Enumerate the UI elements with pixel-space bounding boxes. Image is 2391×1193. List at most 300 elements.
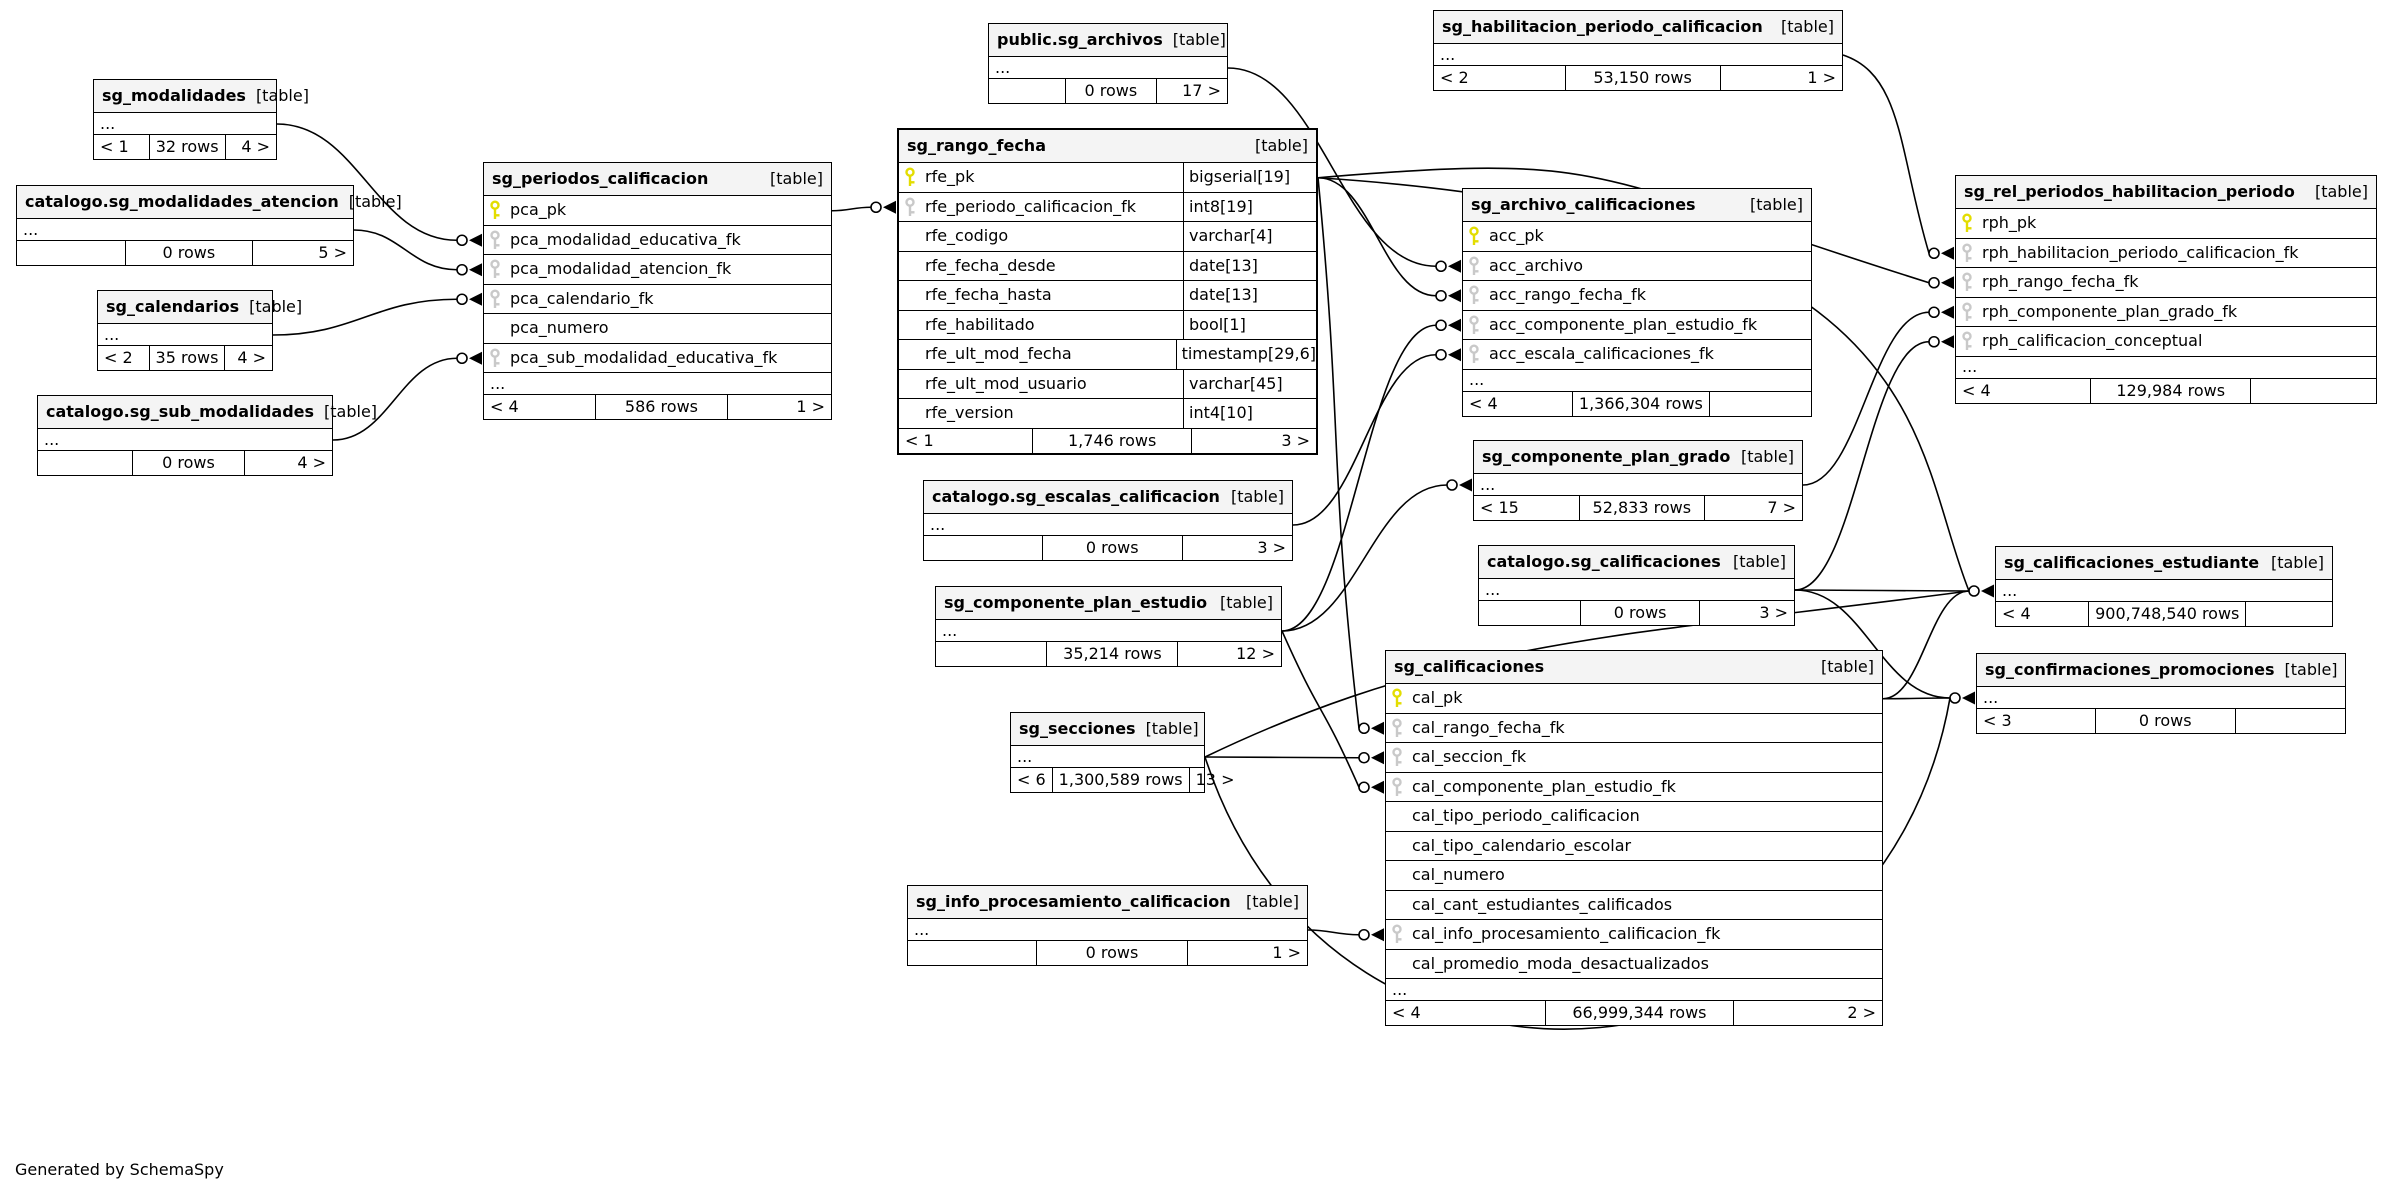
column-name: cal_numero	[1412, 865, 1505, 885]
column-name: cal_seccion_fk	[1412, 747, 1527, 767]
column-main	[484, 196, 831, 225]
row-count: 0 rows	[1042, 536, 1182, 560]
table-node-sg_componente_plan_grado[interactable]	[1473, 440, 1803, 521]
table-name[interactable]: sg_archivo_calificaciones	[1471, 195, 1696, 214]
row-count: 0 rows	[1580, 601, 1700, 625]
fk-endpoint-glyph	[457, 352, 482, 365]
table-footer	[1474, 496, 1802, 520]
table-footer	[989, 79, 1227, 103]
column-row-rph_habilitacion_periodo_calificacion_fk	[1956, 239, 2376, 269]
icon-spacer	[903, 256, 918, 276]
fk-endpoint-glyph	[457, 234, 482, 247]
column-main	[1386, 832, 1882, 861]
fk-endpoint-glyph	[1359, 722, 1384, 735]
table-name[interactable]: sg_calendarios	[106, 297, 240, 316]
parent-count: < 2	[104, 348, 133, 367]
foreign-key-icon	[1960, 302, 1975, 322]
child-count: 4 >	[224, 346, 272, 370]
table-footer	[484, 395, 831, 419]
table-node-catalogo.sg_modalidades_atencion[interactable]	[16, 185, 402, 266]
table-node-sg_habilitacion_periodo_calificacion[interactable]	[1433, 10, 1843, 91]
foreign-key-icon	[488, 230, 503, 250]
more-columns-marker: ...	[1996, 580, 2332, 602]
column-name: pca_numero	[510, 318, 609, 338]
table-name[interactable]: sg_rango_fecha	[907, 136, 1046, 155]
table-header	[98, 291, 303, 324]
table-node-sg_calificaciones_estudiante[interactable]	[1995, 546, 2333, 627]
table-header	[1956, 176, 2376, 209]
parent-count	[924, 536, 1042, 560]
column-row-pca_numero	[484, 314, 831, 344]
table-footer	[1011, 768, 1235, 792]
child-count	[2245, 602, 2332, 626]
table-header	[1996, 547, 2332, 580]
row-count: 32 rows	[149, 135, 225, 159]
fk-endpoint-glyph	[1929, 335, 1954, 348]
table-node-sg_info_procesamiento_calificacion[interactable]	[907, 885, 1308, 966]
column-name: acc_componente_plan_estudio_fk	[1489, 314, 1758, 334]
column-name: rfe_ult_mod_usuario	[925, 373, 1087, 393]
table-name[interactable]: catalogo.sg_sub_modalidades	[46, 402, 315, 421]
more-columns-marker: ...	[1463, 370, 1811, 392]
column-name: pca_pk	[510, 200, 567, 220]
fk-endpoint-glyph	[1436, 348, 1461, 361]
table-tag: [table]	[324, 402, 378, 421]
more-columns-marker: ...	[924, 514, 1292, 536]
table-tag: [table]	[1740, 447, 1794, 466]
column-type: timestamp[29,6]	[1176, 340, 1316, 369]
more-columns-marker: ...	[1434, 44, 1842, 66]
parent-count: < 4	[490, 397, 519, 416]
foreign-key-icon	[1960, 243, 1975, 263]
column-row-cal_tipo_periodo_calificacion	[1386, 802, 1882, 832]
fk-endpoint-glyph	[1929, 306, 1954, 319]
column-row-rfe_pk	[899, 163, 1316, 193]
table-name[interactable]: sg_secciones	[1019, 719, 1136, 738]
column-row-cal_cant_estudiantes_calificados	[1386, 891, 1882, 921]
fk-endpoint-glyph	[871, 201, 896, 214]
more-columns-marker: ...	[1977, 687, 2345, 709]
table-node-catalogo.sg_sub_modalidades[interactable]	[37, 395, 378, 476]
row-count: 1,300,589 rows	[1052, 768, 1189, 792]
table-node-catalogo.sg_escalas_calificacion[interactable]	[923, 480, 1293, 561]
table-header	[38, 396, 378, 429]
table-header	[94, 80, 309, 113]
column-type: bigserial[19]	[1183, 163, 1316, 192]
column-main	[1386, 802, 1882, 831]
column-main	[1386, 773, 1882, 802]
column-main	[1956, 239, 2376, 268]
column-row-cal_info_procesamiento_calificacion_fk	[1386, 920, 1882, 950]
table-node-sg_calificaciones[interactable]	[1385, 650, 1883, 1026]
table-header	[17, 186, 402, 219]
column-name: cal_tipo_calendario_escolar	[1412, 835, 1632, 855]
table-name[interactable]: sg_periodos_calificacion	[492, 169, 709, 188]
table-name[interactable]: sg_componente_plan_grado	[1482, 447, 1731, 466]
table-name[interactable]: sg_info_procesamiento_calificacion	[916, 892, 1231, 911]
table-tag: [table]	[1245, 892, 1299, 911]
column-main	[899, 163, 1183, 192]
parent-count: < 4	[2002, 604, 2031, 623]
column-type: date[13]	[1183, 252, 1316, 281]
column-main	[484, 285, 831, 314]
row-count: 0 rows	[125, 241, 253, 265]
row-count: 53,150 rows	[1565, 66, 1720, 90]
table-node-catalogo.sg_calificaciones[interactable]	[1478, 545, 1795, 626]
foreign-key-icon	[903, 197, 918, 217]
table-header	[924, 481, 1292, 514]
row-count: 66,999,344 rows	[1545, 1001, 1733, 1025]
table-footer	[94, 135, 276, 159]
column-row-cal_tipo_calendario_escolar	[1386, 832, 1882, 862]
table-header	[989, 24, 1227, 57]
column-name: pca_modalidad_atencion_fk	[510, 259, 732, 279]
table-footer	[38, 451, 332, 475]
fk-endpoint-glyph	[1436, 319, 1461, 332]
table-header	[1011, 713, 1204, 746]
parent-count: < 6	[1017, 770, 1046, 789]
column-main	[1463, 311, 1811, 340]
table-tag: [table]	[1820, 657, 1874, 676]
table-footer	[908, 941, 1307, 965]
column-name: rfe_habilitado	[925, 314, 1035, 334]
table-tag: [table]	[1254, 136, 1308, 155]
table-name[interactable]: sg_componente_plan_estudio	[944, 593, 1208, 612]
child-count	[1709, 392, 1811, 416]
child-count: 1 >	[1187, 941, 1307, 965]
table-footer	[1956, 379, 2376, 403]
fk-edge-sg_calificaciones-to-sg_calificaciones_estudiante	[1883, 591, 1969, 699]
column-row-cal_rango_fecha_fk	[1386, 714, 1882, 744]
more-columns-marker: ...	[17, 219, 353, 241]
table-node-sg_archivo_calificaciones[interactable]	[1462, 188, 1812, 417]
fk-endpoint-glyph	[1359, 928, 1384, 941]
column-row-rph_rango_fecha_fk	[1956, 268, 2376, 298]
table-tag: [table]	[1732, 552, 1786, 571]
column-main	[1463, 252, 1811, 281]
icon-spacer	[903, 374, 918, 394]
fk-edge-catalogo.sg_modalidades_atencion-to-sg_periodos_calificacion	[354, 230, 457, 270]
table-node-sg_periodos_calificacion[interactable]	[483, 162, 832, 420]
more-columns-marker: ...	[1011, 746, 1204, 768]
column-row-pca_modalidad_educativa_fk	[484, 226, 831, 256]
table-name[interactable]: sg_calificaciones	[1394, 657, 1545, 676]
column-name: pca_sub_modalidad_educativa_fk	[510, 347, 778, 367]
column-row-rfe_fecha_hasta	[899, 281, 1316, 311]
table-name[interactable]: catalogo.sg_modalidades_atencion	[25, 192, 339, 211]
icon-spacer	[1390, 806, 1405, 826]
column-row-cal_seccion_fk	[1386, 743, 1882, 773]
more-columns-marker: ...	[936, 620, 1281, 642]
fk-endpoint-glyph	[1950, 692, 1975, 705]
primary-key-icon	[903, 167, 918, 187]
table-name[interactable]: public.sg_archivos	[997, 30, 1163, 49]
table-footer	[1463, 392, 1811, 416]
column-main	[1956, 327, 2376, 356]
icon-spacer	[488, 318, 503, 338]
column-name: pca_calendario_fk	[510, 288, 654, 308]
icon-spacer	[903, 403, 918, 423]
table-header	[484, 163, 831, 196]
more-columns-marker: ...	[1386, 979, 1882, 1001]
fk-endpoint-glyph	[1929, 276, 1954, 289]
column-type: bool[1]	[1183, 311, 1316, 340]
fk-endpoint-glyph	[457, 263, 482, 276]
column-type: int8[19]	[1183, 193, 1316, 222]
table-node-public.sg_archivos[interactable]	[988, 23, 1228, 104]
column-name: cal_tipo_periodo_calificacion	[1412, 806, 1640, 826]
column-main	[1386, 950, 1882, 979]
row-count: 1,746 rows	[1032, 429, 1190, 453]
parent-count	[908, 941, 1036, 965]
table-node-sg_calendarios[interactable]	[97, 290, 303, 371]
column-main	[484, 255, 831, 284]
row-count: 0 rows	[132, 451, 244, 475]
column-name: cal_info_procesamiento_calificacion_fk	[1412, 924, 1721, 944]
column-name: rfe_pk	[925, 167, 975, 187]
table-tag: [table]	[2314, 182, 2368, 201]
primary-key-icon	[1960, 213, 1975, 233]
child-count: 3 >	[1191, 429, 1316, 453]
column-main	[899, 193, 1183, 222]
fk-endpoint-glyph	[1359, 751, 1384, 764]
column-row-acc_archivo	[1463, 252, 1811, 282]
fk-edge-sg_rango_fecha-to-sg_calificaciones	[1318, 178, 1359, 729]
table-tag: [table]	[255, 86, 309, 105]
column-row-rfe_codigo	[899, 222, 1316, 252]
column-name: acc_archivo	[1489, 255, 1584, 275]
foreign-key-icon	[1960, 331, 1975, 351]
foreign-key-icon	[1467, 315, 1482, 335]
column-name: rfe_codigo	[925, 226, 1009, 246]
foreign-key-icon	[1390, 718, 1405, 738]
table-footer	[1977, 709, 2345, 733]
parent-count	[17, 241, 125, 265]
fk-edge-catalogo.sg_calificaciones-to-sg_rel_periodos_habilitacion_periodo	[1795, 342, 1929, 590]
table-footer	[17, 241, 353, 265]
icon-spacer	[1390, 954, 1405, 974]
more-columns-marker: ...	[98, 324, 272, 346]
primary-key-icon	[488, 200, 503, 220]
table-tag: [table]	[348, 192, 402, 211]
column-name: acc_rango_fecha_fk	[1489, 285, 1646, 305]
child-count: 1 >	[1720, 66, 1842, 90]
table-node-sg_modalidades[interactable]	[93, 79, 309, 160]
child-count: 13 >	[1189, 768, 1241, 792]
parent-count: < 1	[905, 430, 934, 450]
table-tag: [table]	[2284, 660, 2338, 679]
column-name: cal_pk	[1412, 688, 1463, 708]
column-main	[484, 344, 831, 373]
child-count: 4 >	[244, 451, 332, 475]
table-tag: [table]	[1145, 719, 1199, 738]
row-count: 35 rows	[149, 346, 225, 370]
table-node-sg_rel_periodos_habilitacion_periodo[interactable]	[1955, 175, 2377, 404]
icon-spacer	[1390, 865, 1405, 885]
more-columns-marker: ...	[1474, 474, 1802, 496]
column-name: rph_pk	[1982, 213, 2037, 233]
column-name: rph_rango_fecha_fk	[1982, 272, 2139, 292]
table-footer	[1386, 1001, 1882, 1025]
table-node-sg_confirmaciones_promociones[interactable]	[1976, 653, 2346, 734]
foreign-key-icon	[1467, 256, 1482, 276]
foreign-key-icon	[1960, 272, 1975, 292]
fk-endpoint-glyph	[457, 293, 482, 306]
table-footer	[899, 429, 1316, 453]
column-main	[899, 252, 1183, 281]
column-row-pca_modalidad_atencion_fk	[484, 255, 831, 285]
column-row-acc_componente_plan_estudio_fk	[1463, 311, 1811, 341]
table-footer	[1434, 66, 1842, 90]
column-name: pca_modalidad_educativa_fk	[510, 229, 741, 249]
table-tag: [table]	[1749, 195, 1803, 214]
parent-count: < 4	[1962, 380, 1991, 400]
column-main	[899, 370, 1183, 399]
parent-count	[936, 642, 1046, 666]
parent-count: < 4	[1392, 1003, 1421, 1022]
column-main	[1463, 222, 1811, 251]
column-main	[899, 222, 1183, 251]
table-name[interactable]: sg_rel_periodos_habilitacion_periodo	[1964, 182, 2295, 201]
table-tag: [table]	[1219, 593, 1273, 612]
fk-edge-sg_componente_plan_estudio-to-sg_calificaciones	[1282, 631, 1359, 787]
column-row-cal_numero	[1386, 861, 1882, 891]
fk-endpoint-glyph	[1359, 781, 1384, 794]
more-columns-marker: ...	[989, 57, 1227, 79]
column-type: date[13]	[1183, 281, 1316, 310]
child-count: 17 >	[1156, 79, 1227, 103]
table-tag: [table]	[1780, 17, 1834, 36]
child-count	[2250, 379, 2376, 403]
column-type: varchar[45]	[1183, 370, 1316, 399]
column-main	[1386, 891, 1882, 920]
table-name[interactable]: sg_confirmaciones_promociones	[1985, 660, 2275, 679]
row-count: 35,214 rows	[1046, 642, 1177, 666]
fk-edge-sg_periodos_calificacion-to-sg_rango_fecha	[832, 207, 871, 211]
column-row-rph_componente_plan_grado_fk	[1956, 298, 2376, 328]
column-name: rph_componente_plan_grado_fk	[1982, 301, 2238, 321]
column-name: rfe_version	[925, 403, 1014, 423]
parent-count: < 3	[1983, 711, 2012, 730]
schemaspy-credit: Generated by SchemaSpy	[15, 1160, 224, 1179]
fk-edge-catalogo.sg_calificaciones-to-sg_calificaciones_estudiante	[1795, 590, 1969, 591]
table-footer	[936, 642, 1281, 666]
column-row-rfe_fecha_desde	[899, 252, 1316, 282]
table-name[interactable]: sg_calificaciones_estudiante	[2004, 553, 2260, 572]
fk-edge-sg_rango_fecha-to-sg_archivo_calificaciones	[1318, 178, 1436, 296]
foreign-key-icon	[1390, 747, 1405, 767]
table-tag: [table]	[1172, 30, 1226, 49]
column-main	[899, 340, 1176, 369]
table-header	[1474, 441, 1802, 474]
parent-count: < 15	[1480, 498, 1519, 517]
child-count: 1 >	[727, 395, 831, 419]
column-row-rfe_version	[899, 399, 1316, 429]
column-main	[1386, 920, 1882, 949]
foreign-key-icon	[1467, 285, 1482, 305]
table-header	[1434, 11, 1842, 44]
column-row-pca_pk	[484, 196, 831, 226]
child-count: 3 >	[1182, 536, 1292, 560]
foreign-key-icon	[488, 259, 503, 279]
table-footer	[924, 536, 1292, 560]
row-count: 0 rows	[1036, 941, 1188, 965]
column-name: cal_promedio_moda_desactualizados	[1412, 953, 1709, 973]
row-count: 52,833 rows	[1579, 496, 1704, 520]
column-row-acc_rango_fecha_fk	[1463, 281, 1811, 311]
column-name: acc_escala_calificaciones_fk	[1489, 344, 1714, 364]
column-row-cal_pk	[1386, 684, 1882, 714]
table-name[interactable]: sg_modalidades	[102, 86, 246, 105]
table-tag: [table]	[769, 169, 823, 188]
child-count: 5 >	[252, 241, 353, 265]
column-name: rfe_fecha_desde	[925, 255, 1056, 275]
foreign-key-icon	[1390, 777, 1405, 797]
column-main	[1386, 743, 1882, 772]
parent-count: < 4	[1469, 393, 1498, 413]
table-header	[1479, 546, 1794, 579]
table-header	[936, 587, 1281, 620]
table-node-sg_rango_fecha[interactable]	[897, 128, 1318, 455]
column-main	[1386, 861, 1882, 890]
column-row-rfe_periodo_calificacion_fk	[899, 193, 1316, 223]
foreign-key-icon	[488, 348, 503, 368]
table-header	[908, 886, 1307, 919]
column-row-rfe_habilitado	[899, 311, 1316, 341]
table-name[interactable]: sg_habilitacion_periodo_calificacion	[1442, 17, 1763, 36]
column-row-rfe_ult_mod_fecha	[899, 340, 1316, 370]
table-header	[1386, 651, 1882, 684]
column-name: acc_pk	[1489, 226, 1544, 246]
column-name: rfe_periodo_calificacion_fk	[925, 196, 1137, 216]
fk-endpoint-glyph	[1436, 289, 1461, 302]
icon-spacer	[903, 315, 918, 335]
table-footer	[1996, 602, 2332, 626]
column-main	[1386, 714, 1882, 743]
parent-count: < 2	[1440, 68, 1469, 87]
foreign-key-icon	[488, 289, 503, 309]
child-count: 2 >	[1733, 1001, 1882, 1025]
foreign-key-icon	[1390, 924, 1405, 944]
column-main	[899, 311, 1183, 340]
table-name[interactable]: catalogo.sg_escalas_calificacion	[932, 487, 1220, 506]
column-main	[899, 399, 1183, 428]
column-name: cal_rango_fecha_fk	[1412, 717, 1565, 737]
column-type: varchar[4]	[1183, 222, 1316, 251]
more-columns-marker: ...	[484, 373, 831, 395]
fk-endpoint-glyph	[1447, 479, 1472, 492]
table-name[interactable]: catalogo.sg_calificaciones	[1487, 552, 1721, 571]
parent-count: < 1	[100, 137, 129, 156]
table-node-sg_secciones[interactable]	[1010, 712, 1235, 793]
column-name: rfe_ult_mod_fecha	[925, 344, 1072, 364]
column-row-rfe_ult_mod_usuario	[899, 370, 1316, 400]
column-row-rph_calificacion_conceptual	[1956, 327, 2376, 357]
table-header	[1463, 189, 1811, 222]
primary-key-icon	[1467, 226, 1482, 246]
row-count: 586 rows	[595, 395, 727, 419]
fk-edge-sg_componente_plan_estudio-to-sg_componente_plan_grado	[1282, 485, 1447, 631]
table-tag: [table]	[249, 297, 303, 316]
fk-endpoint-glyph	[1436, 260, 1461, 273]
table-node-sg_componente_plan_estudio[interactable]	[935, 586, 1282, 667]
column-main	[484, 226, 831, 255]
table-footer	[1479, 601, 1794, 625]
icon-spacer	[903, 344, 918, 364]
row-count: 900,748,540 rows	[2088, 602, 2245, 626]
parent-count	[989, 79, 1065, 103]
column-row-cal_componente_plan_estudio_fk	[1386, 773, 1882, 803]
